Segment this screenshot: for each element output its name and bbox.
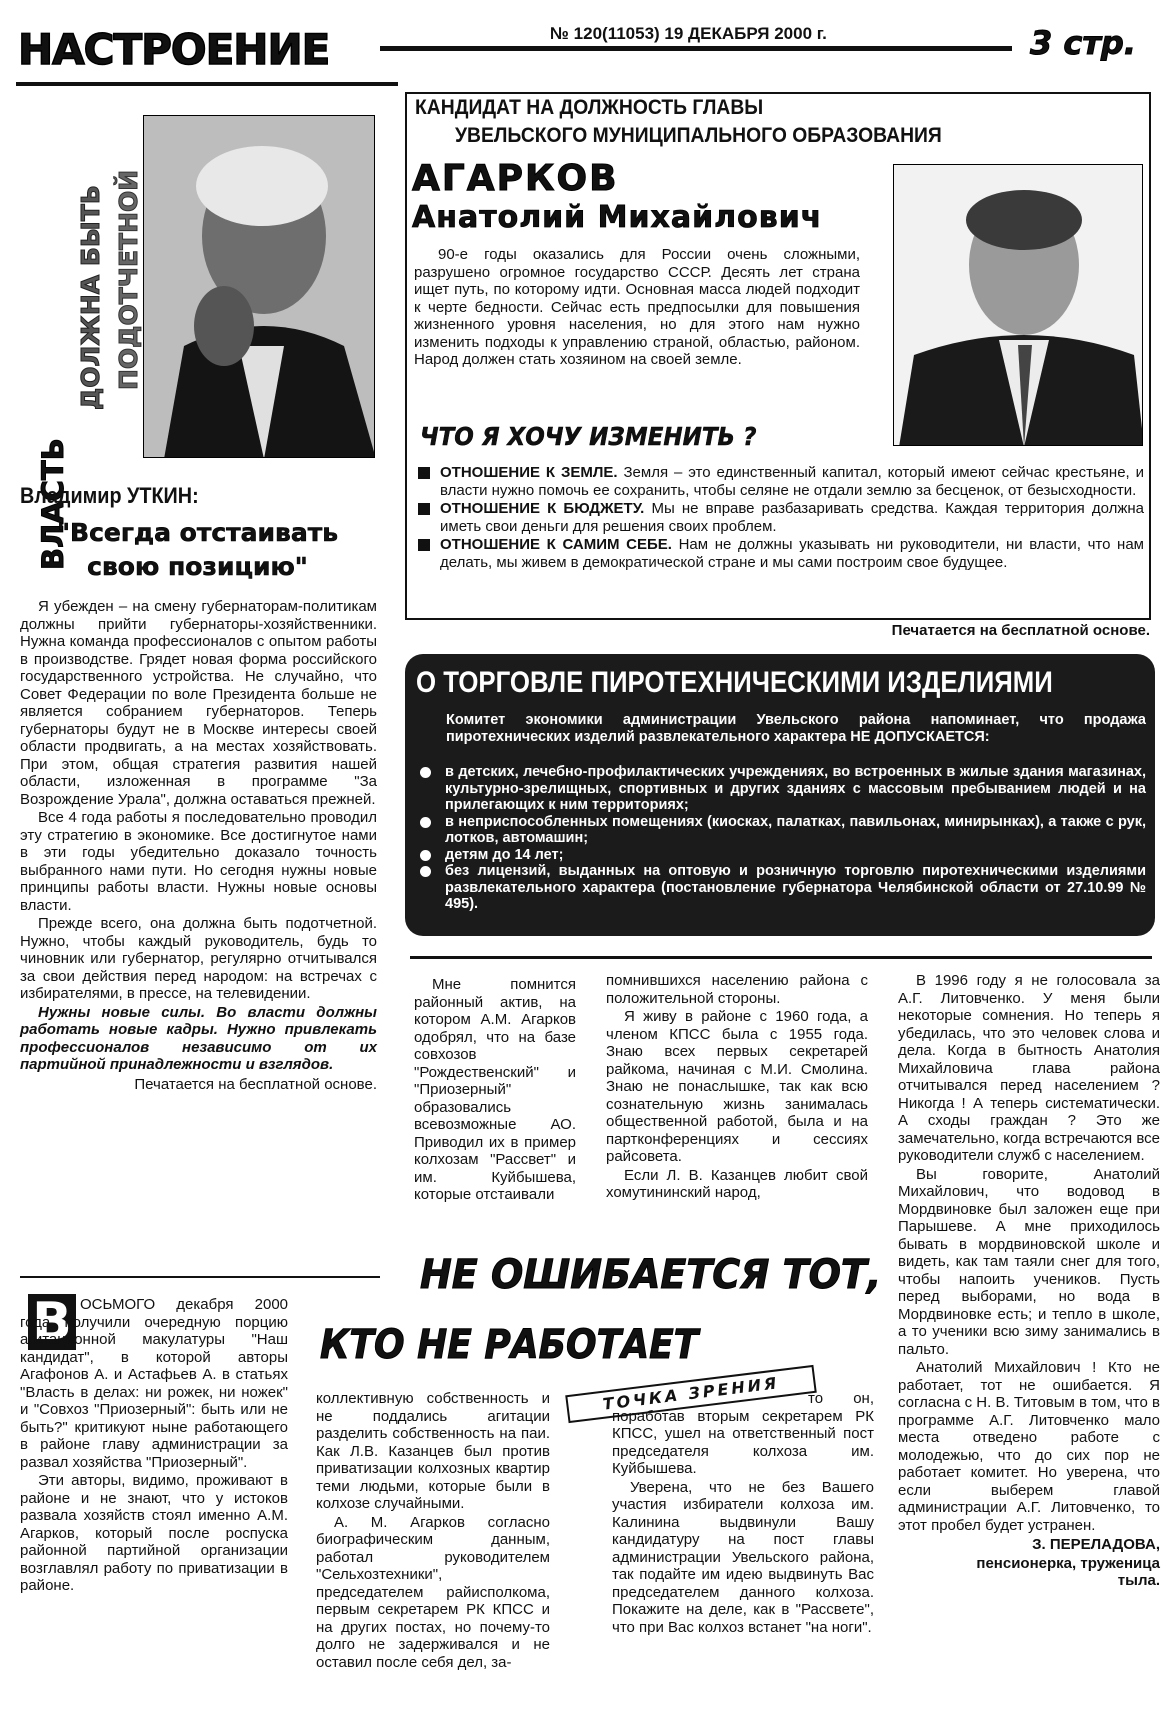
agarkov-point-body: Земля – это единственный капитал, который имеют сейчас крестьяне, и власти нужно помочь ее сохранить, чтобы селяне не отдали землю за бесценок, от безысходности. [440, 464, 1144, 499]
agarkov-point-body: Нам не должны указывать ни руководители, ни власти, что нам делать, мы живем в демократической стране и мы сами построим свое будущее. [440, 536, 1144, 571]
letter-headline-1: НЕ ОШИБАЕТСЯ ТОТ, [420, 1252, 882, 1298]
pyro-item-text: в неприспособленных помещениях (киосках, палатках, павильонах, минирынках), а также с рук, лотков, автомашин; [445, 813, 1146, 846]
letter-col1-top: Мне помнится районный актив, на котором А.М. Агарков одобрял, что на базе совхозов "Рождественский" и "Приозерный" образовались всевозможные АО. Приводил их в пример колхозам "Рассвет" и им. Куйбышева, которые отстаивали [414, 976, 576, 1203]
round-bullet-icon [420, 817, 431, 828]
letter-col2-top [606, 972, 868, 1203]
round-bullet-icon [420, 850, 431, 861]
agarkov-point-head: ОТНОШЕНИЕ К САМИМ СЕБЕ. [440, 536, 672, 553]
portrait-silhouette [894, 165, 1143, 446]
agarkov-footer: Печатается на бесплатной основе. [891, 622, 1150, 639]
pyro-item [420, 764, 1146, 814]
letter-col3 [898, 972, 1160, 1591]
agarkov-point-text [440, 500, 1144, 535]
pyro-title: О ТОРГОВЛЕ ПИРОТЕХНИЧЕСКИМИ ИЗДЕЛИЯМИ [416, 666, 1053, 699]
letter-paragraph: Уверена, что не без Вашего участия избиратели колхоза им. Калинина выдвинули Вашу кандидатуру на пост главы администрации Увельского района, так подайте им идею выдвинуть Вас председателем данного колхоза. Покажите на деле, как в "Рассвете", что при Вас колхоз встанет "на ноги". [612, 1478, 874, 1636]
pyro-item-text: детям до 14 лет; [445, 846, 564, 863]
letter-paragraph: коллективную собственность и не поддались агитации разделить собственность на паи. Как Л.В. Казанцев был против приватизации колхозных квартир теми людьми, которые были в колхозе случайными. [316, 1390, 550, 1512]
vertical-title-line-1: ВЛАСТЬ [36, 438, 70, 570]
letter-paragraph: Я живу в районе с 1960 года, а членом КПСС была с 1955 года. Знаю всех первых секретарей райкома, начиная с М.И. Смолина. Знаю не понаслышке, так как всю сознательную жизнь занималась общественной работой, была и на партконференциях и сессиях райсовета. [606, 1008, 868, 1165]
letter-paragraph: Анатолий Михайлович ! Кто не работает, тот не ошибается. Я согласна с Н. В. Титовым в том, что в программе А.Г. Литовченко мало места отведено работе с молодежью, что до сих пор не работает комитет. Но уверена, что если выберем главой администрации А.Г. Литовченко, то этот пробел будет устранен. [898, 1359, 1160, 1534]
square-bullet-icon [418, 503, 430, 515]
agarkov-point-head: ОТНОШЕНИЕ К БЮДЖЕТУ. [440, 500, 645, 517]
pyro-item [420, 814, 1146, 847]
letter-signature-role: пенсионерка, труженица тыла. [976, 1554, 1160, 1589]
agarkov-kicker-1: КАНДИДАТ НА ДОЛЖНОСТЬ ГЛАВЫ [415, 96, 764, 119]
agarkov-point-body: Мы не вправе разбазаривать средства. Каждая территория должна иметь свои деньги для решения своих проблем. [440, 500, 1144, 535]
page-number: 3 стр. [1030, 24, 1136, 62]
letter-paragraph: А. М. Агарков согласно биографическим данным, работал руководителем "Сельхозтехники", председателем райисполкома, первым секретарем РК КПСС и на других постах, но почему-то долго не задерживался и не оставил после себя дел, за- [316, 1513, 550, 1671]
letter-paragraph: Эти авторы, видимо, проживают в районе и не знают, что у истоков развала хозяйств стоял именно А.М. Агарков, который после роспуска районной партийной организации возглавлял работу по приватизации в районе. [20, 1472, 288, 1594]
utkin-paragraph: Я убежден – на смену губернаторам-политикам должны прийти губернаторы-хозяйственники. Нужна команда профессионалов с опытом работы в производстве. Грядет новая форма российского государственного устройства. Не случайно, что Совет Федерации по воле Президента больше не является собранием губернаторов. Теперь губернаторы будут не в Москве интересы своей области продвигать, а на местах хозяйствовать. При этом, общая стратегия развития нашей области, изложенная в программе "За Возрождение Урала", должна оставаться прежней. [20, 598, 377, 808]
square-bullet-icon [418, 467, 430, 479]
agarkov-point [418, 500, 1144, 535]
agarkov-point [418, 464, 1144, 499]
utkin-footer: Печатается на бесплатной основе. [134, 1075, 377, 1093]
agarkov-points [418, 464, 1144, 571]
pyro-item [420, 863, 1146, 913]
letter-paragraph: то он, поработав вторым секретарем РК КПСС, ушел на ответственный пост председателя колхоза им. Куйбышева. [612, 1390, 874, 1477]
agarkov-point [418, 536, 1144, 571]
letter-paragraph: Если Л. В. Казанцев любит свой хомутининский народ, [606, 1166, 868, 1201]
letter-colC [612, 1390, 874, 1637]
letter-rubric: ТОЧКА ЗРЕНИЯ [565, 1365, 817, 1423]
square-bullet-icon [418, 539, 430, 551]
agarkov-point-text [440, 536, 1144, 571]
utkin-body [20, 598, 377, 1094]
letter-signature-name: З. ПЕРЕЛАДОВА, [1032, 1536, 1160, 1553]
pyro-item-text: без лицензий, выданных на оптовую и розничную торговлю пиротехническими изделиями развлекательного характера (постановление губернатора Челябинской области от 27.10.99 № 495). [445, 863, 1146, 912]
utkin-paragraph: Прежде всего, она должна быть подотчетной. Нужно, чтобы каждый руководитель, будь то чиновник или губернатор, регулярно отчитывался за свои действия перед народом: на встречах с избирателями, в прессе, на телевидении. [20, 915, 377, 1002]
letter-colB [316, 1390, 550, 1672]
vertical-title-line-3: ПОДОТЧЕТНОЙ [114, 169, 143, 390]
letter-paragraph: ОСЬМОГО декабря 2000 года получили очередную порцию агитационной макулатуры "Наш кандидат", в которой авторы Агафонов А. и Астафьев А. в статьях "Власть в делах: ни рожек, ни ножек" и "Совхоз "Приозерный": быть или не быть?" критикуют ныне работающего в районе главу администрации за развал хозяйства "Приозерный". [20, 1296, 288, 1471]
letter-headline-2: КТО НЕ РАБОТАЕТ [320, 1322, 699, 1368]
letter-colA [20, 1296, 288, 1596]
pyro-intro: Комитет экономики администрации Увельского района напоминает, что продажа пиротехнических изделий развлекательного характера НЕ ДОПУСКАЕТСЯ: [446, 712, 1146, 745]
pyro-item-text: в детских, лечебно-профилактических учреждениях, во встроенных в жилые здания магазинах, культурно-зрелищных, спортивных и других зданиях с массовым пребыванием людей и на прилегающих к ним территориях; [445, 764, 1146, 813]
agarkov-point-head: ОТНОШЕНИЕ К ЗЕМЛЕ. [440, 464, 618, 481]
agarkov-surname: АГАРКОВ [412, 158, 619, 199]
agarkov-name: Анатолий Михайлович [412, 200, 823, 235]
pyro-list [420, 764, 1146, 913]
letter-paragraph: Вы говорите, Анатолий Михайлович, что водовод в Мордвиновке был заложен еще при Парышеве. А мне приходилось бывать в мордвиновской школе и видеть, как там таяли снег для того, чтобы напоить учеников. Пусть перед выборами, но вода в Мордвиновке есть; и тепло в школе, а то ученики всю зиму занимались в пальто. [898, 1165, 1160, 1358]
utkin-author: Владимир УТКИН: [20, 483, 199, 508]
header-rule [380, 46, 1012, 51]
letter-top-rule [410, 956, 1152, 959]
issue-number: № 120(11053) 19 ДЕКАБРЯ 2000 г. [550, 24, 827, 43]
agarkov-kicker-2: УВЕЛЬСКОГО МУНИЦИПАЛЬНОГО ОБРАЗОВАНИЯ [455, 124, 942, 147]
letter-paragraph: помнившихся населению района с положительной стороны. [606, 972, 868, 1007]
utkin-column-rule [20, 1276, 380, 1278]
utkin-italic-paragraph: Нужны новые силы. Во власти должны работать новые кадры. Нужно привлекать профессионалов независимо от их партийной принадлежности и взглядов. [20, 1003, 377, 1073]
utkin-paragraph: Все 4 года работы я последовательно проводил эту стратегию в экономике. Все достигнутое нами в эти годы убедительно доказало точность выбранного нами пути. Но сегодня нужны новые принципы работы власти. Нужны новые основы власти. [20, 809, 377, 914]
portrait-silhouette [144, 116, 375, 458]
agarkov-point-text [440, 464, 1144, 499]
vertical-title-line-2: ДОЛЖНА БЫТЬ [76, 185, 105, 410]
agarkov-photo [893, 164, 1143, 446]
letter-paragraph: В 1996 году я не голосовала за А.Г. Литовченко. У меня были некоторые сомнения. Но теперь я убедилась, что это человек слова и дела. Когда в бытность Анатолия Михайловича глава района отчитывался перед населением ? Никогда ! А теперь систематически. А сходы граждан ? Это же замечательно, когда встречаются все руководители служб с населением. [898, 972, 1160, 1164]
header-underline [16, 82, 398, 86]
round-bullet-icon [420, 767, 431, 778]
pyro-item [420, 847, 1146, 864]
agarkov-intro: 90-е годы оказались для России очень сложными, разрушено огромное государство СССР. Десять лет страна ищет путь, по которому идти. Основная масса людей подходит к черте бедности. Сейчас есть предпосылки для повышения жизненного уровня населения, но для этого нам нужно изменить подходы к управлению страной, областью, районом. Народ должен стать хозяином на своей земле. [414, 246, 860, 368]
round-bullet-icon [420, 866, 431, 877]
agarkov-question: ЧТО Я ХОЧУ ИЗМЕНИТЬ ? [420, 422, 757, 451]
letter-dropcap: В [28, 1294, 76, 1350]
utkin-photo [143, 115, 375, 458]
section-title: НАСТРОЕНИЕ [18, 25, 330, 74]
utkin-headline: "Всегда отстаивать свою позицию" [56, 518, 339, 581]
